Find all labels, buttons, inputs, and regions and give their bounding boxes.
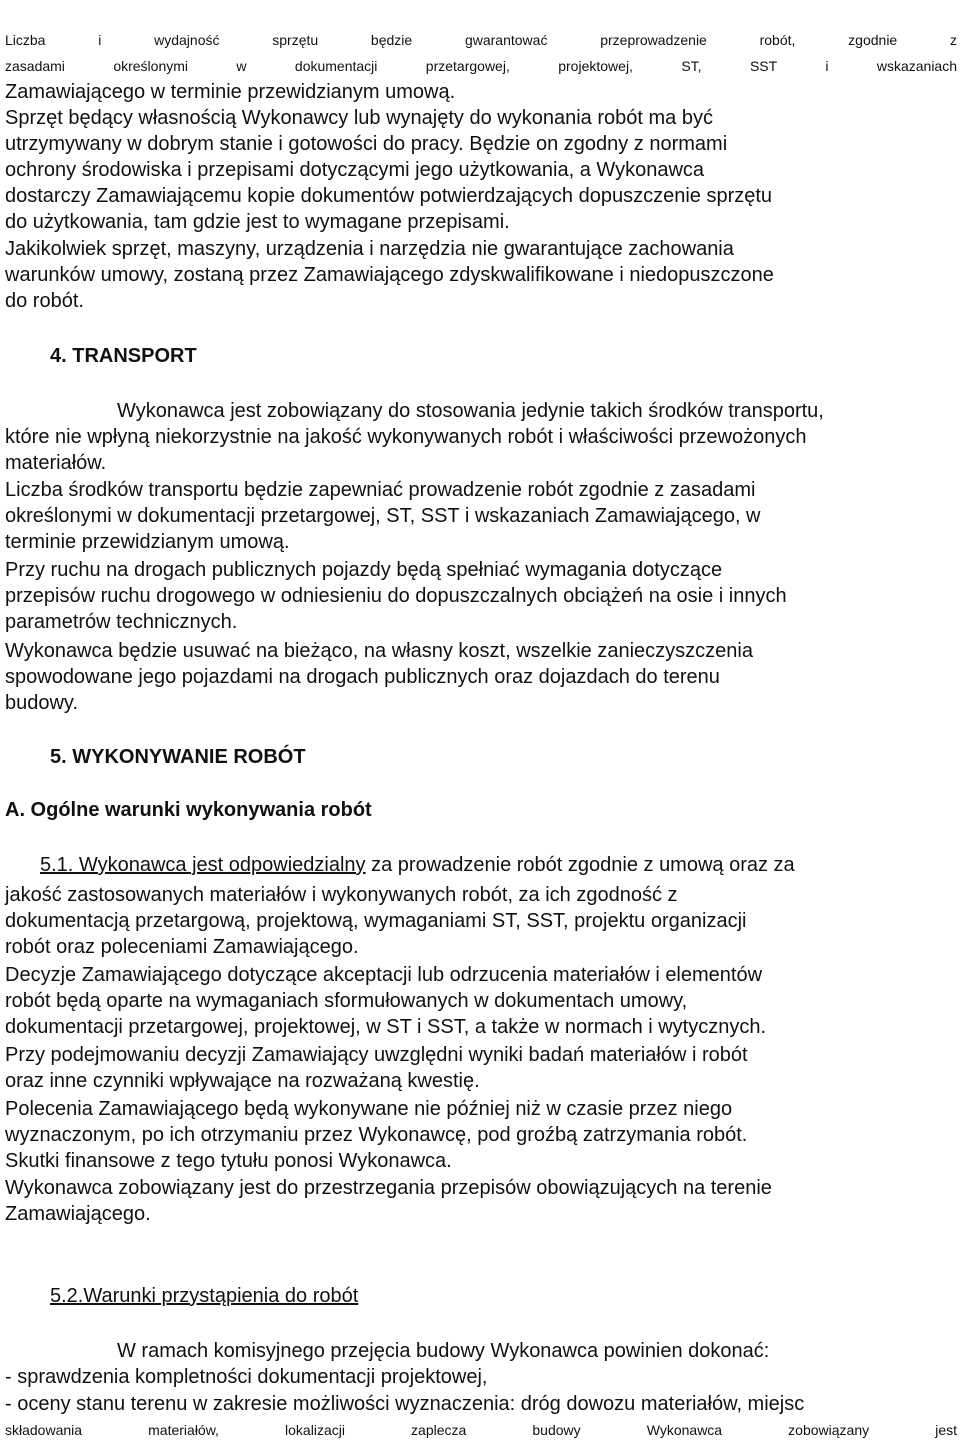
paragraph-line: budowy.: [5, 692, 79, 714]
paragraph-line: Zamawiającego w terminie przewidzianym umową.: [5, 81, 456, 103]
underlined-lead: 5.1. Wykonawca jest odpowiedzialny: [40, 854, 366, 876]
paragraph-line: Zamawiającego.: [5, 1203, 151, 1225]
paragraph-line: materiałów.: [5, 452, 107, 474]
paragraph-line: Liczba środków transportu będzie zapewniać prowadzenie robót zgodnie z zasadami: [5, 479, 756, 501]
paragraph-line: Wykonawca jest zobowiązany do stosowania jedynie takich środków transportu,: [117, 400, 824, 422]
subsection-heading: A. Ogólne warunki wykonywania robót: [5, 799, 372, 821]
section-heading-transport: 4. TRANSPORT: [50, 345, 197, 367]
list-item: - oceny stanu terenu w zakresie możliwości wyznaczenia: dróg dowozu materiałów, miejsc: [5, 1393, 805, 1415]
paragraph-line: ochrony środowiska i przepisami dotyczącymi jego użytkowania, a Wykonawca: [5, 159, 705, 181]
paragraph-line: parametrów technicznych.: [5, 611, 238, 633]
paragraph-line: W ramach komisyjnego przejęcia budowy Wykonawca powinien dokonać:: [117, 1340, 770, 1362]
paragraph-line: Liczba i wydajność sprzętu będzie gwarantować przeprowadzenie robót, zgodnie z: [5, 32, 957, 48]
paragraph-line: Polecenia Zamawiającego będą wykonywane nie później niż w czasie przez niego: [5, 1098, 733, 1120]
paragraph-line: utrzymywany w dobrym stanie i gotowości do pracy. Będzie on zgodny z normami: [5, 133, 728, 155]
paragraph-line: określonymi w dokumentacji przetargowej, ST, SST i wskazaniach Zamawiającego, w: [5, 505, 761, 527]
paragraph-line: które nie wpłyną niekorzystnie na jakość wykonywanych robót i właściwości przewożonych: [5, 426, 807, 448]
paragraph-line: jakość zastosowanych materiałów i wykonywanych robót, za ich zgodność z: [5, 884, 678, 906]
paragraph-line: przepisów ruchu drogowego w odniesieniu do dopuszczalnych obciążeń na osie i innych: [5, 585, 787, 607]
paragraph-line: Wykonawca zobowiązany jest do przestrzegania przepisów obowiązujących na terenie: [5, 1177, 772, 1199]
paragraph-line: Sprzęt będący własnością Wykonawcy lub wynajęty do wykonania robót ma być: [5, 107, 713, 129]
paragraph-line: do robót.: [5, 290, 84, 312]
lead-continuation: za prowadzenie robót zgodnie z umową oraz za: [365, 854, 795, 876]
subsection-5-2-heading: 5.2.Warunki przystąpienia do robót: [50, 1285, 359, 1307]
list-item: - sprawdzenia kompletności dokumentacji projektowej,: [5, 1366, 488, 1388]
paragraph-line: robót będą oparte na wymaganiach sformułowanych w dokumentach umowy,: [5, 990, 688, 1012]
paragraph-line: Skutki finansowe z tego tytułu ponosi Wykonawca.: [5, 1150, 452, 1172]
paragraph-line: dokumentacji przetargowej, projektowej, w ST i SST, a także w normach i wytycznych.: [5, 1016, 767, 1038]
paragraph-line: terminie przewidzianym umową.: [5, 531, 290, 553]
paragraph-line: Przy ruchu na drogach publicznych pojazdy będą spełniać wymagania dotyczące: [5, 559, 723, 581]
paragraph-line: Przy podejmowaniu decyzji Zamawiający uwzględni wyniki badań materiałów i robót: [5, 1044, 748, 1066]
paragraph-line: dokumentacją przetargową, projektową, wymaganiami ST, SST, projektu organizacji: [5, 910, 747, 932]
section-heading-works: 5. WYKONYWANIE ROBÓT: [50, 746, 306, 768]
paragraph-line: robót oraz poleceniami Zamawiającego.: [5, 936, 359, 958]
list-item: składowania materiałów, lokalizacji zaplecza budowy Wykonawca zobowiązany jest: [5, 1422, 957, 1438]
paragraph-line: Decyzje Zamawiającego dotyczące akceptacji lub odrzucenia materiałów i elementów: [5, 964, 763, 986]
paragraph-line: oraz inne czynniki wpływające na rozważaną kwestię.: [5, 1070, 480, 1092]
paragraph-5-1-first-line: [40, 852, 795, 878]
paragraph-line: do użytkowania, tam gdzie jest to wymagane przepisami.: [5, 211, 510, 233]
paragraph-line: Jakikolwiek sprzęt, maszyny, urządzenia i narzędzia nie gwarantujące zachowania: [5, 238, 734, 260]
paragraph-line: wyznaczonym, po ich otrzymaniu przez Wykonawcę, pod groźbą zatrzymania robót.: [5, 1124, 748, 1146]
paragraph-line: dostarczy Zamawiającemu kopie dokumentów potwierdzających dopuszczenie sprzętu: [5, 185, 773, 207]
paragraph-line: warunków umowy, zostaną przez Zamawiającego zdyskwalifikowane i niedopuszczone: [5, 264, 774, 286]
paragraph-line: Wykonawca będzie usuwać na bieżąco, na własny koszt, wszelkie zanieczyszczenia: [5, 640, 753, 662]
paragraph-line: spowodowane jego pojazdami na drogach publicznych oraz dojazdach do terenu: [5, 666, 720, 688]
paragraph-line: zasadami określonymi w dokumentacji przetargowej, projektowej, ST, SST i wskazaniach: [5, 58, 957, 74]
